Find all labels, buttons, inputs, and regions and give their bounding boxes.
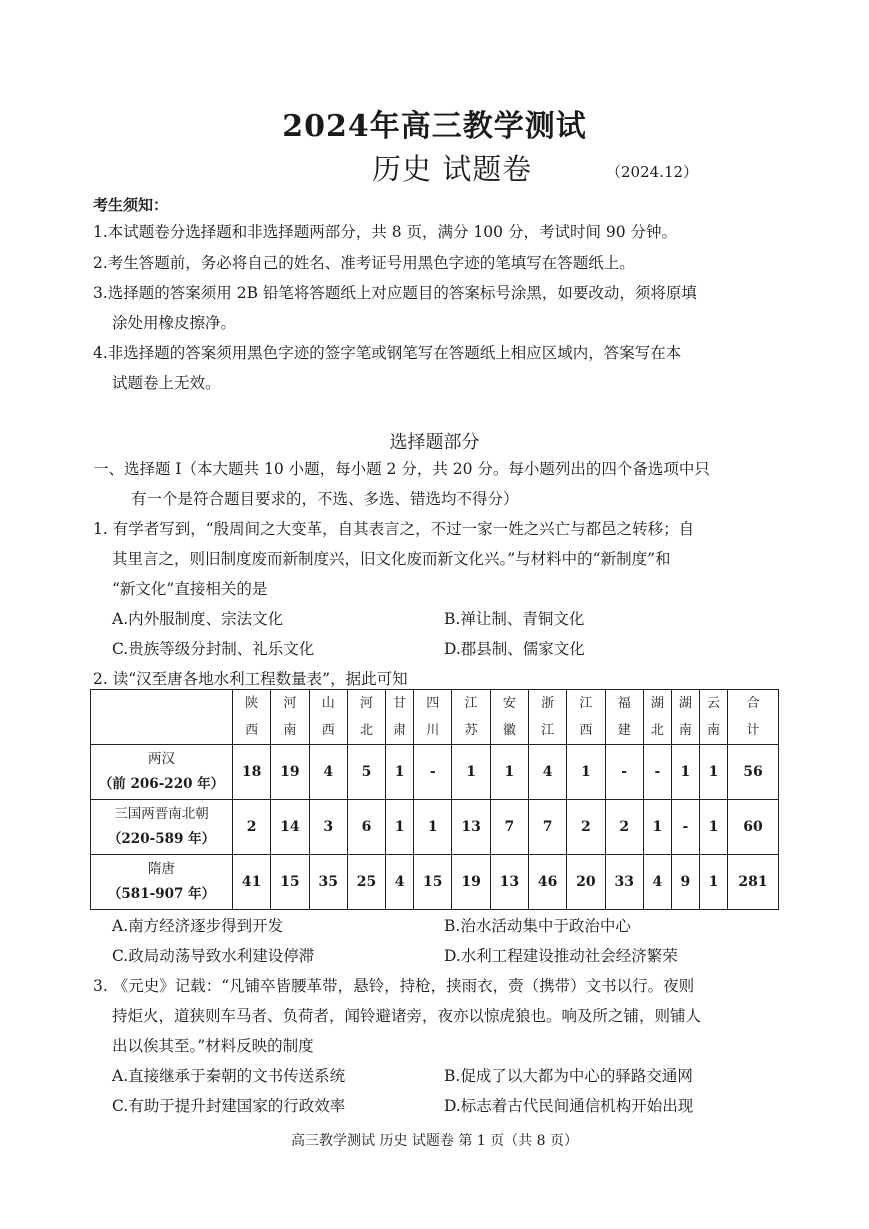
province-label: 河北 <box>359 696 373 738</box>
province-header <box>452 690 490 745</box>
value-cell: 1 <box>671 745 699 800</box>
period-years: （581-907 年） <box>107 886 216 902</box>
value-cell: 33 <box>605 855 643 910</box>
value-cell: 1 <box>386 745 414 800</box>
period-cell <box>91 800 233 855</box>
hydraulic-projects-table <box>90 689 779 910</box>
total-cell: 281 <box>728 855 779 910</box>
notice-item-3: 3.选择题的答案须用 2B 铅笔将答题纸上对应题目的答案标号涂黑，如要改动，须将原填 <box>93 284 697 302</box>
province-label: 安徽 <box>502 696 516 738</box>
notice-item-2: 2.考生答题前，务必将自己的姓名、准考证号用黑色字迹的笔填写在答题纸上。 <box>93 254 635 272</box>
value-cell: 1 <box>699 745 727 800</box>
question-2-option-d[interactable]: D.水利工程建设推动社会经济繁荣 <box>444 947 678 965</box>
value-cell: 4 <box>529 745 567 800</box>
value-cell: - <box>643 745 671 800</box>
value-cell: - <box>671 800 699 855</box>
notice-heading: 考生须知： <box>93 196 169 214</box>
value-cell: 1 <box>490 745 528 800</box>
question-2-option-b[interactable]: B.治水活动集中于政治中心 <box>444 917 631 935</box>
notice-item-1: 1.本试题卷分选择题和非选择题两部分，共 8 页，满分 100 分，考试时间 90 分钟。 <box>93 223 678 241</box>
question-1-stem: 1. 有学者写到，“殷周间之大变革，自其表言之，不过一家一姓之兴亡与都邑之转移；自 <box>93 520 695 538</box>
province-label: 浙江 <box>541 696 555 738</box>
value-cell: 1 <box>699 855 727 910</box>
province-header <box>699 690 727 745</box>
notice-item-4: 4.非选择题的答案须用黑色字迹的签字笔或钢笔写在答题纸上相应区域内，答案写在本 <box>93 344 682 362</box>
province-label: 四川 <box>426 696 440 738</box>
province-label: 陕西 <box>245 696 259 738</box>
value-cell: 19 <box>271 745 309 800</box>
value-cell: 1 <box>386 800 414 855</box>
total-label: 合计 <box>746 696 760 738</box>
question-1-option-d[interactable]: D.郡县制、儒家文化 <box>444 640 585 658</box>
value-cell: 6 <box>347 800 385 855</box>
province-header <box>386 690 414 745</box>
value-cell: - <box>605 745 643 800</box>
province-header <box>233 690 271 745</box>
question-1-stem-3: “新文化”直接相关的是 <box>112 580 268 598</box>
province-header <box>347 690 385 745</box>
question-1-option-c[interactable]: C.贵族等级分封制、礼乐文化 <box>112 640 315 658</box>
total-cell: 60 <box>728 800 779 855</box>
province-label: 福建 <box>617 696 631 738</box>
province-label: 甘肃 <box>393 696 407 738</box>
province-label: 云南 <box>706 696 720 738</box>
table-row <box>91 800 779 855</box>
province-label: 山西 <box>321 696 335 738</box>
province-label: 湖北 <box>650 696 664 738</box>
province-header <box>643 690 671 745</box>
question-3-option-c[interactable]: C.有助于提升封建国家的行政效率 <box>112 1097 346 1115</box>
province-header <box>414 690 452 745</box>
value-cell: 1 <box>699 800 727 855</box>
value-cell: 19 <box>452 855 490 910</box>
question-3-option-a[interactable]: A.直接继承于秦朝的文书传送系统 <box>112 1067 346 1085</box>
value-cell: 46 <box>529 855 567 910</box>
total-cell: 56 <box>728 745 779 800</box>
section-intro: 一、选择题 Ⅰ（本大题共 10 小题，每小题 2 分，共 20 分。每小题列出的四个备选项中只 <box>93 460 710 478</box>
question-1-stem-2: 其里言之，则旧制度废而新制度兴，旧文化废而新文化兴。”与材料中的“新制度”和 <box>112 550 671 568</box>
question-1-option-b[interactable]: B.禅让制、青铜文化 <box>444 610 585 628</box>
page-footer: 高三教学测试 历史 试题卷 第 1 页（共 8 页） <box>291 1133 578 1149</box>
value-cell: 2 <box>605 800 643 855</box>
value-cell: 1 <box>414 800 452 855</box>
province-header <box>309 690 347 745</box>
value-cell: 13 <box>452 800 490 855</box>
period-name: 两汉 <box>148 751 175 767</box>
notice-item-4-cont: 试题卷上无效。 <box>112 374 221 392</box>
exam-title: 2024年高三教学测试 <box>282 109 587 144</box>
question-2-option-a[interactable]: A.南方经济逐步得到开发 <box>112 917 284 935</box>
period-name: 三国两晋南北朝 <box>114 806 209 822</box>
question-3-option-d[interactable]: D.标志着古代民间通信机构开始出现 <box>444 1097 694 1115</box>
province-header <box>490 690 528 745</box>
province-label: 江西 <box>579 696 593 738</box>
value-cell: 1 <box>452 745 490 800</box>
table-row <box>91 855 779 910</box>
province-label: 江苏 <box>464 696 478 738</box>
value-cell: 1 <box>567 745 605 800</box>
period-cell <box>91 745 233 800</box>
province-header <box>605 690 643 745</box>
period-years: （220-589 年） <box>107 831 216 847</box>
province-label: 湖南 <box>678 696 692 738</box>
period-name: 隋唐 <box>148 861 175 877</box>
value-cell: 18 <box>233 745 271 800</box>
section-title: 选择题部分 <box>389 432 480 453</box>
exam-date: （2024.12） <box>606 163 699 181</box>
province-header <box>567 690 605 745</box>
value-cell: 20 <box>567 855 605 910</box>
value-cell: 5 <box>347 745 385 800</box>
province-header <box>271 690 309 745</box>
value-cell: 25 <box>347 855 385 910</box>
table-row <box>91 745 779 800</box>
value-cell: 2 <box>567 800 605 855</box>
value-cell: 3 <box>309 800 347 855</box>
value-cell: 9 <box>671 855 699 910</box>
question-3-stem-2: 持炬火，道狭则车马者、负荷者，闻铃避诸旁，夜亦以惊虎狼也。响及所之铺，则铺人 <box>112 1007 702 1025</box>
value-cell: 15 <box>271 855 309 910</box>
value-cell: 15 <box>414 855 452 910</box>
value-cell: 1 <box>643 800 671 855</box>
value-cell: 4 <box>386 855 414 910</box>
value-cell: 7 <box>529 800 567 855</box>
question-1-option-a[interactable]: A.内外服制度、宗法文化 <box>112 610 284 628</box>
question-2-option-c[interactable]: C.政局动荡导致水利建设停滞 <box>112 947 315 965</box>
table-corner-cell <box>91 690 233 745</box>
period-years: （前 206-220 年） <box>98 776 225 792</box>
period-cell <box>91 855 233 910</box>
exam-subject: 历史 试题卷 <box>372 152 533 186</box>
province-header <box>529 690 567 745</box>
notice-item-3-cont: 涂处用橡皮擦净。 <box>112 314 237 332</box>
value-cell: 13 <box>490 855 528 910</box>
value-cell: 7 <box>490 800 528 855</box>
value-cell: 14 <box>271 800 309 855</box>
province-header <box>671 690 699 745</box>
value-cell: 41 <box>233 855 271 910</box>
question-2-stem: 2. 读“汉至唐各地水利工程数量表”，据此可知 <box>93 670 408 688</box>
value-cell: 4 <box>309 745 347 800</box>
question-3-stem-3: 出以俟其至。”材料反映的制度 <box>112 1037 314 1055</box>
section-intro-cont: 有一个是符合题目要求的，不选、多选、错选均不得分） <box>131 490 519 508</box>
question-3-option-b[interactable]: B.促成了以大都为中心的驿路交通网 <box>444 1067 693 1085</box>
value-cell: 2 <box>233 800 271 855</box>
value-cell: 4 <box>643 855 671 910</box>
value-cell: - <box>414 745 452 800</box>
total-header <box>728 690 779 745</box>
question-3-stem: 3. 《元史》记载：“凡铺卒皆腰革带，悬铃，持枪，挟雨衣，赍（携带）文书以行。夜则 <box>93 977 695 995</box>
value-cell: 35 <box>309 855 347 910</box>
province-label: 河南 <box>283 696 297 738</box>
table-header-row <box>91 690 779 745</box>
